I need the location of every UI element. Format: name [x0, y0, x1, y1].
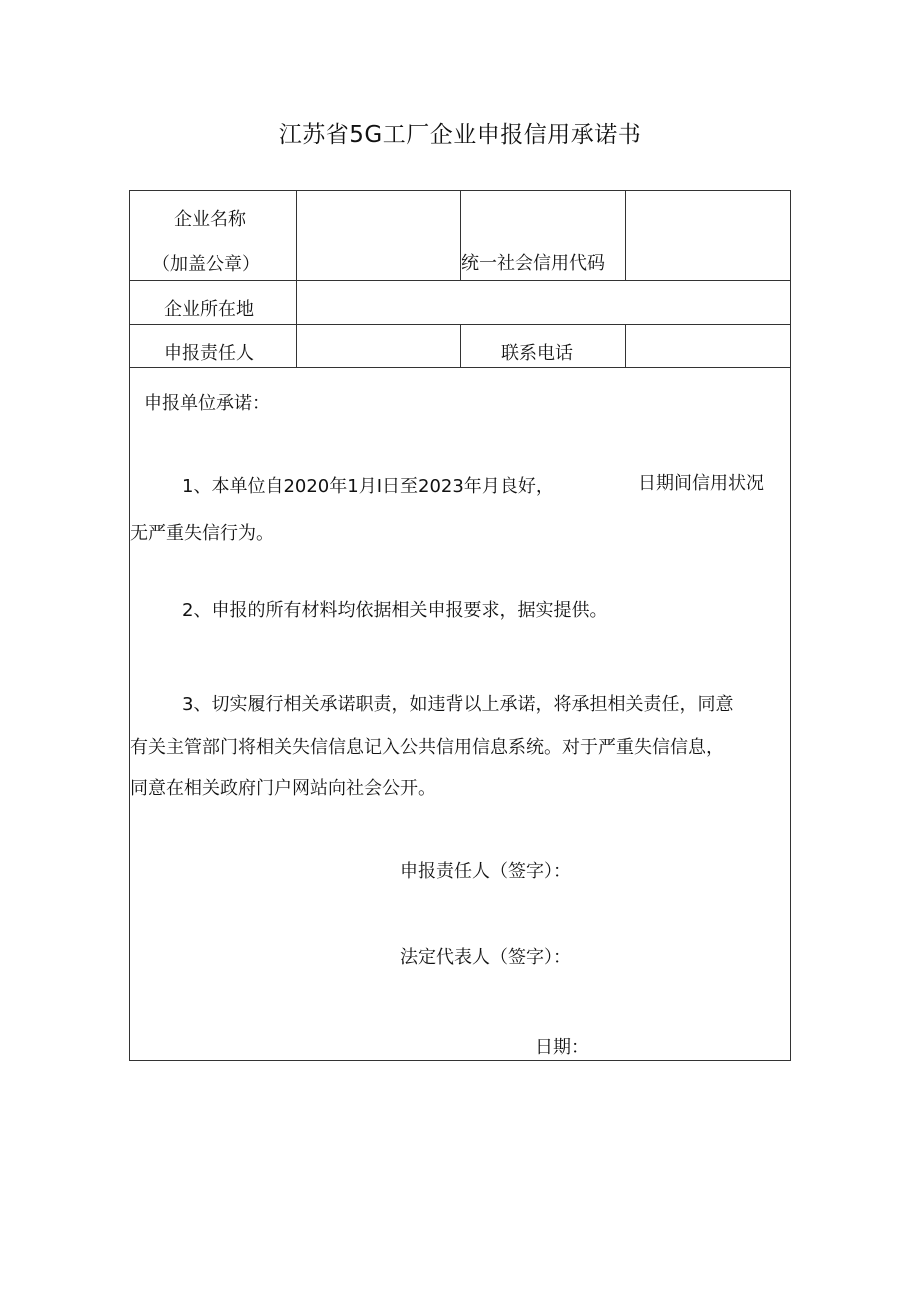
responsible-person-signature: 申报责任人（签字）：: [400, 861, 571, 882]
column-divider: [296, 191, 297, 367]
location-label: 企业所在地: [164, 299, 254, 320]
commitment-item-1-line-2: 无严重失信行为。: [130, 523, 274, 544]
credit-code-label: 统一社会信用代码: [461, 253, 605, 274]
row-divider: [130, 280, 790, 281]
company-name-label: 企业名称: [174, 209, 246, 230]
company-name-field[interactable]: [302, 221, 452, 245]
credit-code-field[interactable]: [631, 221, 781, 245]
signature-date: 日期：: [535, 1037, 589, 1058]
commitment-item-2: 2、申报的所有材料均依据相关申报要求，据实提供。: [182, 600, 608, 621]
row-divider: [130, 367, 790, 368]
page-title: 江苏省5G工厂企业申报信用承诺书: [278, 122, 642, 148]
commitment-item-3: 3、切实履行相关承诺职责，如违背以上承诺，将承担相关责任，同意: [182, 694, 734, 715]
phone-label: 联系电话: [501, 343, 573, 364]
company-seal-label: （加盖公章）: [152, 254, 260, 275]
commitment-item-1: 1、本单位自2020年1月I日至2023年月良好，: [182, 476, 554, 497]
responsible-person-label: 申报责任人: [164, 343, 254, 364]
column-divider: [460, 324, 461, 367]
commitment-item-1-side: 日期间信用状况: [638, 473, 764, 494]
legal-representative-signature: 法定代表人（签字）：: [400, 947, 571, 968]
location-field[interactable]: [302, 291, 782, 315]
responsible-person-field[interactable]: [302, 335, 452, 359]
column-divider: [625, 324, 626, 367]
commitment-heading: 申报单位承诺：: [144, 393, 270, 414]
commitment-item-3-line-3: 同意在相关政府门户网站向社会公开。: [130, 778, 436, 799]
column-divider: [625, 191, 626, 280]
commitment-item-3-line-2: 有关主管部门将相关失信信息记入公共信用信息系统。对于严重失信信息，: [130, 737, 724, 758]
phone-field[interactable]: [631, 335, 781, 359]
commitment-form: [129, 190, 791, 1061]
